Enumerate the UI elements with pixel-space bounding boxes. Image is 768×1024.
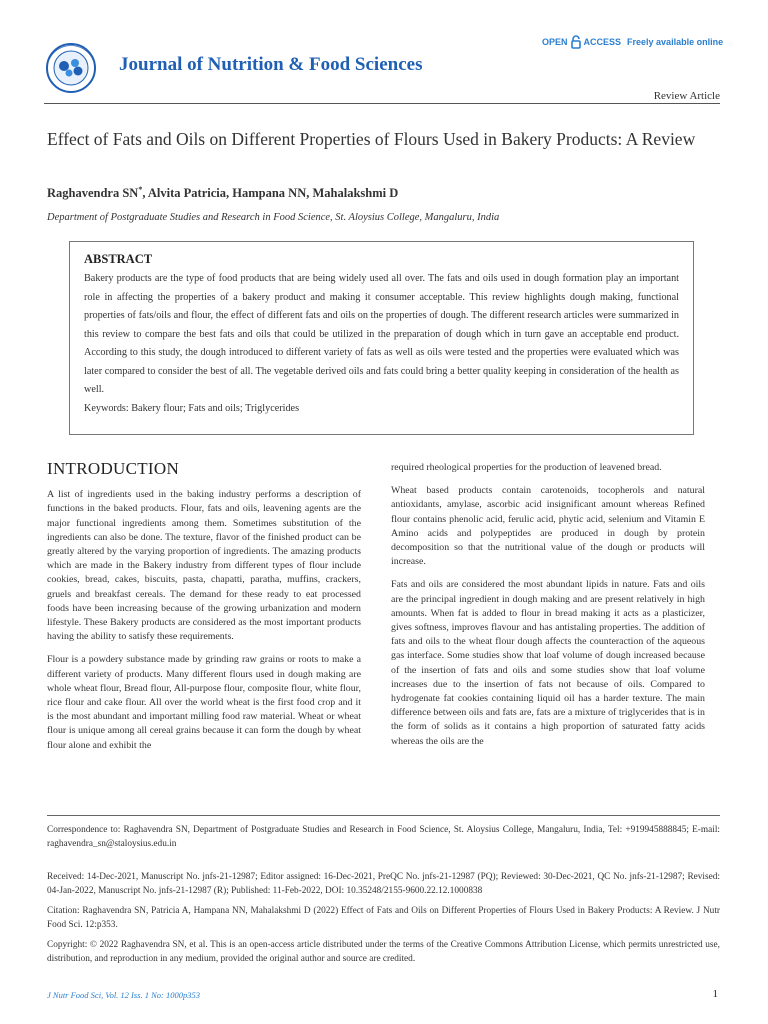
keywords: Keywords: Bakery flour; Fats and oils; Triglycerides — [84, 402, 300, 414]
affiliation: Department of Postgraduate Studies and Research in Food Science, St. Aloysius College, Mangaluru, India — [47, 212, 500, 223]
article-type: Review Article — [653, 90, 720, 102]
page-number: 1 — [712, 988, 718, 1000]
body-column-right — [391, 461, 705, 758]
journal-logo — [31, 40, 111, 96]
footer-divider — [47, 815, 720, 816]
corresponding-author[interactable]: Raghavendra SN — [47, 186, 139, 201]
abstract-heading: ABSTRACT — [84, 252, 153, 266]
oa-access-label: ACCESS — [583, 37, 622, 47]
manuscript-dates: Received: 14-Dec-2021, Manuscript No. jnfs-21-12987; Editor assigned: 16-Dec-2021, PreQC No. jnfs-21-12987 (PQ); Reviewed: 30-Dec-2021, QC No. jnfs-21-12987; Revised: 04-Jan-2022, Manuscript No. jnfs-21-12987 (R); Published: 11-Feb-2022, DOI: 10.35248/2155-9600.22.12.1000838 — [47, 872, 720, 896]
correspondence: Correspondence to: Raghavendra SN, Department of Postgraduate Studies and Research in Food Science, St. Aloysius College, Mangaluru, India, Tel: +919945888845; E-mail: raghavendra_sn@staloysius.edu.in — [47, 825, 720, 849]
journal-name[interactable]: Journal of Nutrition & Food Sciences — [119, 54, 423, 75]
paragraph: A list of ingredients used in the baking industry performs a description of functions in the baked products. Flour, fats and oils, leavening agents are the major functional ingredients among them. Sometimes substitution of the ingredients can also be done. The texture, flavor of the finished product can be greatly altered by the varying proportion of ingredients. The amazing products which are made in the Bakery industry from different types of flour include cookies, bread, cakes, biscuits, pasta, chapatti, paratha, muffins, crackers, gruels and breakfast cereals. The demand for these ready to eat processed foods have been increasing because of the growing urbanization and modern lifestyle. These Bakery products are considered as the most important products having the ability to satisfy these requirements. — [47, 489, 361, 643]
introduction-heading: INTRODUCTION — [47, 459, 180, 478]
co-authors: , Alvita Patricia, Hampana NN, Mahalakshmi D — [142, 186, 399, 201]
corresponding-mark: * — [138, 185, 143, 194]
header-divider — [44, 103, 720, 104]
lock-icon — [570, 35, 582, 49]
body-column-left — [47, 459, 361, 762]
running-footer: J Nutr Food Sci, Vol. 12 Iss. 1 No: 1000p353 — [47, 990, 200, 1000]
paragraph: Fats and oils are considered the most abundant lipids in nature. Fats and oils are the principal ingredient in dough making and are present relatively in high amounts. When fat is added to flour in bread making it acts as a plasticizer, gives softness, improves flavour and has antistaling properties. The addition of fats and oils to the wheat flour dough affects the counteraction of the aqueous gas interface. Some studies show that loaf volume of dough increased because of the insertion of fats and oils and some studies show that loaf volume increases due to the insertion of fats not because of oils. Compared to hydrogenate fat cookies containing liquid oil has a harder texture. The main difference between oils and fats are, fats are a mixture of triglycerides that is in the form of solids as it contains a high proportion of saturated fatty acids whereas the oils are the — [391, 579, 705, 747]
open-access-badge[interactable] — [542, 35, 723, 49]
paragraph: Wheat based products contain carotenoids, tocopherols and natural antioxidants, amylase, ascorbic acid insignificant amount whereas Refined flour contains phenolic acid, ferulic acid, phytic acid, selenium and Vitamin E Amino acids and polypeptides are produced in dough by protein decomposition so that the nutritional value of the dough or products will increase. — [391, 485, 705, 568]
abstract-box — [69, 241, 694, 435]
copyright: Copyright: © 2022 Raghavendra SN, et al. This is an open-access article distributed under the terms of the Creative Commons Attribution License, which permits unrestricted use, distribution, and reproduction in any medium, provided the original author and source are credited. — [47, 940, 720, 964]
paragraph: required rheological properties for the production of leavened bread. — [391, 462, 662, 473]
oa-open-label: OPEN — [542, 37, 568, 47]
paragraph: Flour is a powdery substance made by grinding raw grains or roots to make a different variety of products. Many different flours used in dough making are whole wheat flour, Bread flour, All-purpose flour, composite flour, white flour, rice flour and cake flour. All over the world wheat is the first food crop and it is the most abundant and important milling food raw material. Wheat or wheat flour is unique among all cereal grains because it can form the dough by wheat flour alone and exhibit the — [47, 654, 361, 751]
citation: Citation: Raghavendra SN, Patricia A, Hampana NN, Mahalakshmi D (2022) Effect of Fats and Oils on Different Properties of Flours Used in Bakery Products: A Review. J Nutr Food Sci. 12:p353. — [47, 906, 720, 930]
abstract-text: Bakery products are the type of food products that are being widely used all over. The fats and oils used in dough formation play an important role in affecting the properties of a bakery product and making it consumer acceptable. This review highlights dough making, functional properties of fats/oils and flour, the effect of different fats and oils on the properties of dough. The different research articles were summarized in this review to compare the best fats and oils that could be utilized in the preparation of dough which in turn gave an acceptable end product. According to this study, the dough introduced to different variety of fats as well as oils were tested and the properties were evaluated which was later compared to consider the best of all. The vegetable derived oils and fats could bring a better quality keeping in consideration of the health as well. — [84, 273, 679, 395]
author-list — [47, 185, 398, 201]
article-title: Effect of Fats and Oils on Different Properties of Flours Used in Bakery Products: A Review — [47, 129, 696, 149]
oa-free-label: Freely available online — [627, 37, 724, 47]
